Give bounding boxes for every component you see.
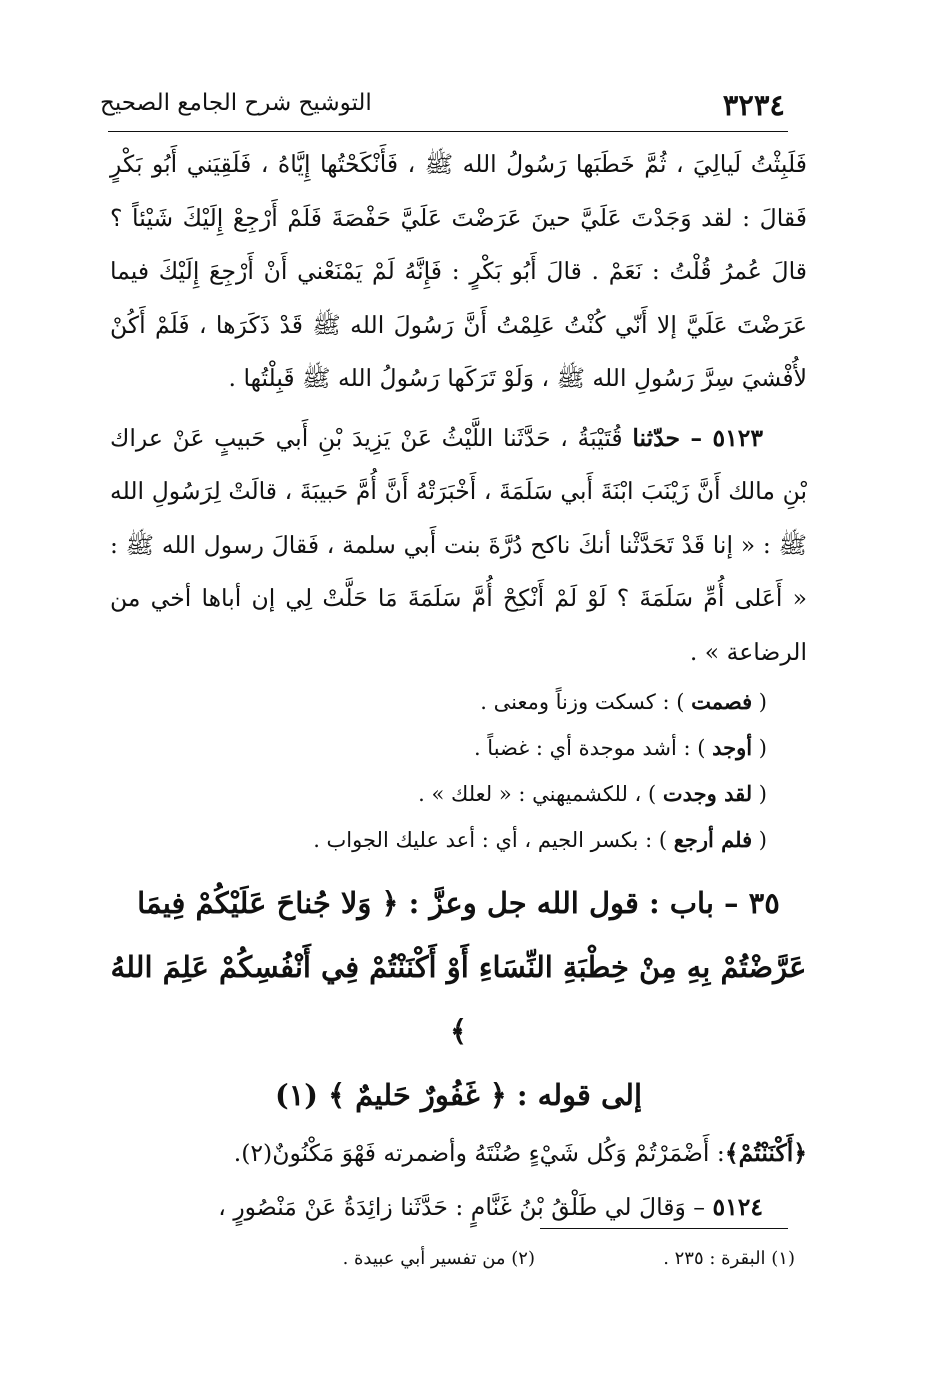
gloss-text: : بكسر الجيم ، أي : أعد عليك الجواب . <box>313 828 659 852</box>
paragraph-continuation: فَلَبِثْتُ لَيالِيَ ، ثُمَّ خَطَبَها رَسُولُ الله ﷺ ، فَأَنْكَحْتُها إِيَّاهُ ، فَلَقِيَني أَبُو بَكْرٍ فَقالَ : لقد وَجَدْتَ عَلَيَّ حينَ عَرَضْتَ عَلَيَّ حَفْصَةَ فَلَمْ أَرْجِعْ إِلَيْكَ شَيْئاً ؟ قالَ عُمرُ قُلْتُ : نَعَمْ . قالَ أَبُو بَكْرٍ : فَإِنَّهُ لَمْ يَمْنَعْني أَنْ أَرْجِعَ إِلَيْكَ فيما عَرَضْتَ عَلَيَّ إلا أَنّي كُنْتُ عَلِمْتُ أَنَّ رَسُولَ الله ﷺ قَدْ ذَكَرَها ، فَلَمْ أَكُنْ لأُفْشيَ سِرَّ رَسُولِ الله ﷺ ، وَلَوْ تَرَكَها رَسُولُ الله ﷺ قَبِلْتُها . <box>110 150 807 392</box>
gloss-item: ( أوجد ) : أشد موجدة أي : غضباً . <box>473 735 767 760</box>
gloss-term: لقد وجدت <box>662 781 753 806</box>
chapter-heading-line-1: ٣٥ – باب : قول الله جل وعزَّ : ﴿ وَلا جُناحَ عَلَيْكُمْ فِيمَا <box>137 886 780 920</box>
hadith-5123 <box>110 412 807 680</box>
gloss-text: : كسكت وزناً ومعنى . <box>480 690 677 714</box>
hadith-text-5123: قُتَيْبَةُ ، حَدَّثَنا اللَّيْثُ عَنْ يَزِيدَ بْنِ أَبي حَبيبٍ عَنْ عراك بْنِ مالك أَنَّ زَيْنَبَ ابْنَةَ أَبي سَلَمَةَ ، أَخْبَرَتْهُ أَنَّ أُمَّ حَبيبَةَ ، قالَتْ لِرَسُولِ الله ﷺ : « إنا قَدْ تَحَدَّثْنا أنكَ ناكح دُرَّةَ بنت أَبي سلمة ، فَقالَ رسول الله ﷺ : « أَعَلى أُمِّ سَلَمَةَ ؟ لَوْ لَمْ أَنْكِحْ أُمَّ سَلَمَةَ مَا حَلَّتْ لِي إن أباها أخي من الرضاعة » . <box>110 423 807 666</box>
footnote-rule <box>540 1228 788 1229</box>
hadith-5124 <box>110 1181 807 1235</box>
glossary-notes <box>110 679 807 863</box>
gloss-item: ( لقد وجدت ) ، للكشميهني : « لعلك » . <box>418 781 767 806</box>
chapter-heading-line-2: عَرَّضْتُمْ بِهِ مِنْ خِطْبَةِ النِّسَاءِ أَوْ أَكْنَنْتُمْ فِي أَنْفُسِكُمْ عَلِمَ اللهُ ﴾ <box>110 950 807 1048</box>
page-header <box>100 82 785 122</box>
gloss-term: أوجد <box>712 735 753 760</box>
gloss-item: ( فلم أرجع ) : بكسر الجيم ، أي : أعد عليك الجواب . <box>313 827 767 852</box>
gloss-term: فلم أرجع <box>673 827 753 852</box>
gloss-term: فصمت <box>691 689 753 714</box>
body-text <box>110 138 807 1234</box>
hadith-number-5123: ٥١٢٣ – حدّثنا <box>632 423 763 452</box>
gloss-text: : أشد موجدة أي : غضباً . <box>473 736 698 760</box>
hadith-text-5124: – وَقالَ لي طَلْقُ بْنُ غَنَّامٍ : حَدَّثَنا زائِدَةُ عَنْ مَنْصُورٍ ، <box>218 1192 713 1221</box>
header-rule <box>108 131 788 132</box>
chapter-heading-line-3: إلى قوله : ﴿ غَفُورٌ حَليمٌ ﴾ (١) <box>274 1078 643 1112</box>
gloss-text: ، للكشميهني : « لعلك » . <box>418 782 648 806</box>
gloss-item: ( فصمت ) : كسكت وزناً ومعنى . <box>480 689 767 714</box>
aknantum-term: ﴿أَكْنَنْتُمْ﴾ <box>724 1139 807 1167</box>
aknantum-text: : أَضْمَرْتُمْ وَكُل شَيْءٍ صُنْتَهُ وأضمرته فَهْوَ مَكْنُونٌ(٢). <box>233 1139 725 1167</box>
hadith-number-5124: ٥١٢٤ <box>712 1192 763 1221</box>
aknantum-gloss <box>110 1127 807 1181</box>
running-title: التوشيح شرح الجامع الصحيح <box>100 90 372 116</box>
footnote-2: (٢) من تفسير أبي عبيدة . <box>342 1248 535 1269</box>
footnote-1: (١) البقرة : ٢٣٥ . <box>663 1248 795 1269</box>
page-number: ٣٢٣٤ <box>722 88 785 122</box>
